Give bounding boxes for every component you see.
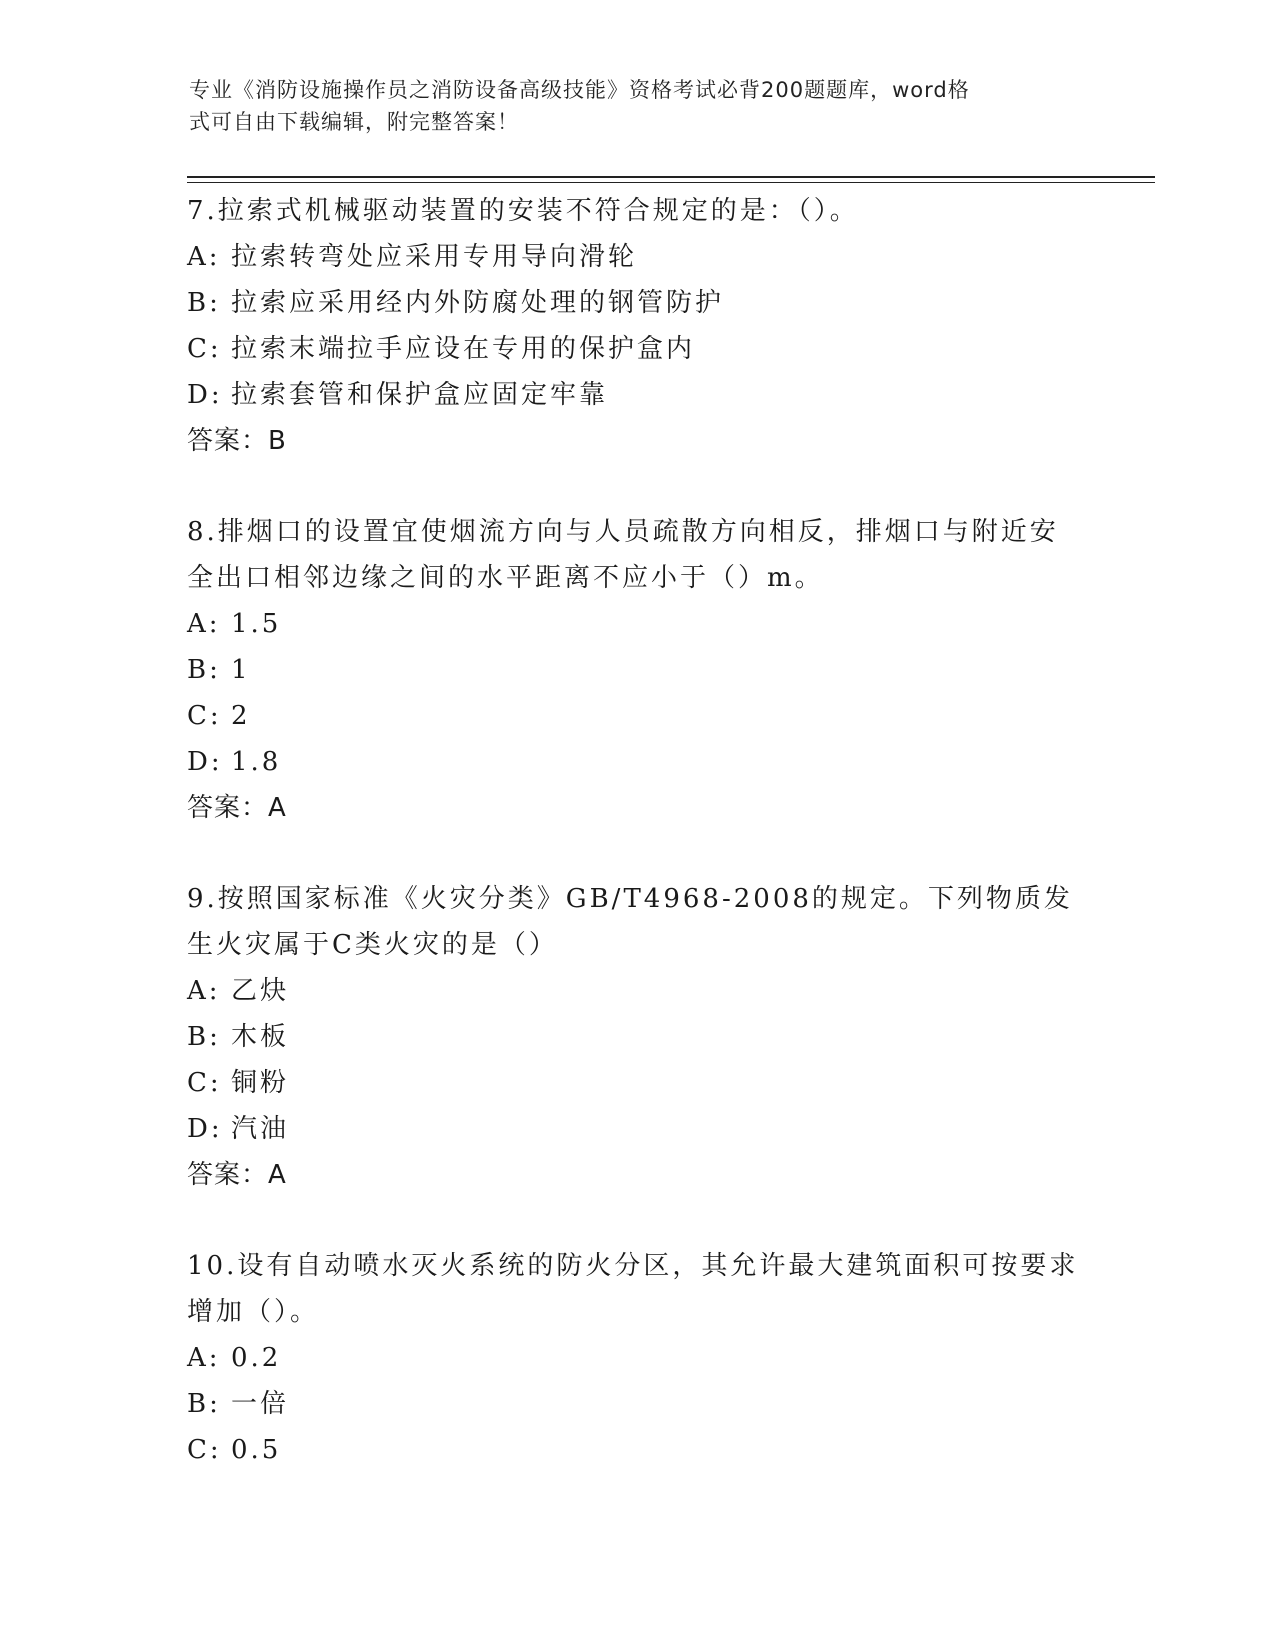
answer-line: 答案：B — [187, 426, 287, 456]
option-c — [187, 1060, 1087, 1106]
option-letter: B: — [187, 1022, 221, 1052]
option-text: 木板 — [231, 1022, 290, 1052]
option-d — [187, 1106, 1087, 1152]
option-letter: D: — [187, 380, 223, 410]
question-9 — [187, 876, 1087, 1198]
option-d — [187, 739, 1087, 785]
header-divider-thin — [187, 182, 1155, 183]
option-letter: B: — [187, 655, 221, 685]
option-text: 乙炔 — [231, 976, 290, 1006]
option-text: 拉索转弯处应采用专用导向滑轮 — [231, 242, 638, 272]
document-header — [189, 74, 1069, 138]
option-letter: A: — [187, 609, 221, 639]
question-list — [187, 188, 1087, 1518]
option-letter: C: — [187, 701, 222, 731]
option-text: 铜粉 — [231, 1068, 290, 1098]
option-c — [187, 326, 1087, 372]
header-line-1: 专业《消防设施操作员之消防设备高级技能》资格考试必背200题题库，word格 — [189, 78, 970, 102]
option-d — [187, 372, 1087, 418]
option-b — [187, 1381, 1087, 1427]
option-letter: D: — [187, 1114, 223, 1144]
option-text: 拉索套管和保护盒应固定牢靠 — [231, 380, 609, 410]
option-letter: A: — [187, 976, 221, 1006]
header-line-2: 式可自由下载编辑，附完整答案！ — [189, 110, 519, 134]
option-a — [187, 601, 1087, 647]
option-letter: A: — [187, 242, 221, 272]
option-text: 0.2 — [231, 1343, 282, 1373]
question-7 — [187, 188, 1087, 464]
option-b — [187, 647, 1087, 693]
option-letter: A: — [187, 1343, 221, 1373]
option-b — [187, 1014, 1087, 1060]
answer-line: 答案：A — [187, 793, 287, 823]
question-text: 8.排烟口的设置宜使烟流方向与人员疏散方向相反，排烟口与附近安全出口相邻边缘之间的水平距离不应小于（）m。 — [187, 517, 1059, 593]
question-8 — [187, 509, 1087, 831]
option-letter: C: — [187, 1068, 222, 1098]
option-text: 0.5 — [231, 1435, 282, 1465]
option-c — [187, 693, 1087, 739]
option-b — [187, 280, 1087, 326]
option-a — [187, 234, 1087, 280]
question-text: 7.拉索式机械驱动装置的安装不符合规定的是：（）。 — [187, 196, 859, 226]
option-text: 汽油 — [231, 1114, 290, 1144]
option-text: 1 — [231, 655, 251, 685]
option-letter: B: — [187, 288, 221, 318]
option-letter: C: — [187, 334, 222, 364]
option-text: 1.8 — [231, 747, 282, 777]
option-letter: B: — [187, 1389, 221, 1419]
answer-line: 答案：A — [187, 1160, 287, 1190]
option-text: 2 — [231, 701, 251, 731]
option-text: 拉索末端拉手应设在专用的保护盒内 — [231, 334, 696, 364]
option-letter: D: — [187, 747, 223, 777]
option-a — [187, 1335, 1087, 1381]
option-text: 一倍 — [231, 1389, 290, 1419]
option-a — [187, 968, 1087, 1014]
question-text: 10.设有自动喷水灭火系统的防火分区，其允许最大建筑面积可按要求增加（）。 — [187, 1251, 1079, 1327]
question-10 — [187, 1243, 1087, 1473]
option-text: 拉索应采用经内外防腐处理的钢管防护 — [231, 288, 725, 318]
header-divider-thick — [187, 176, 1155, 178]
option-text: 1.5 — [231, 609, 282, 639]
question-text: 9.按照国家标准《火灾分类》GB/T4968-2008的规定。下列物质发生火灾属于C类火灾的是（） — [187, 884, 1073, 960]
option-c — [187, 1427, 1087, 1473]
option-letter: C: — [187, 1435, 222, 1465]
